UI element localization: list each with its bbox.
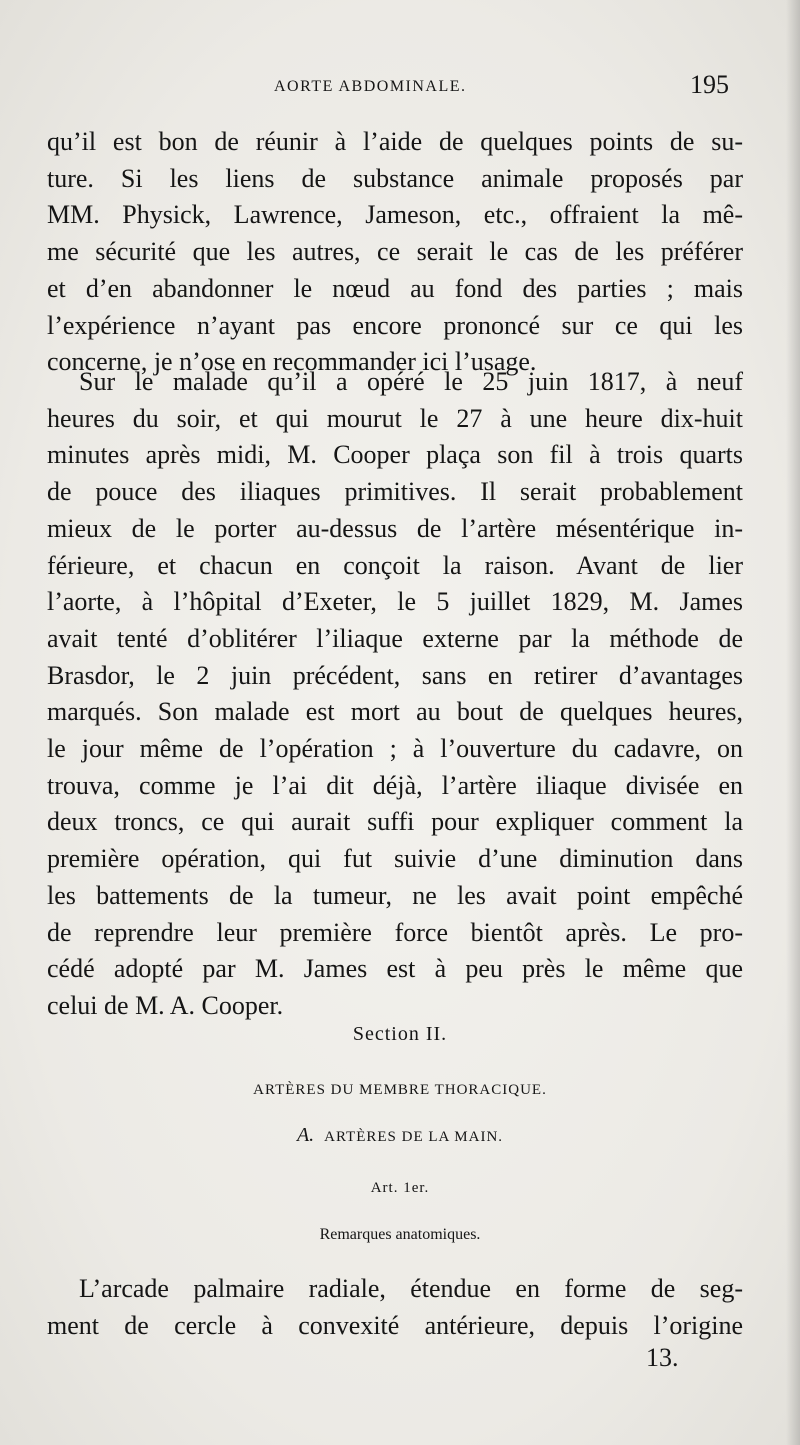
subsection-title: ARTÈRES DE LA MAIN. <box>324 1129 504 1145</box>
paragraph-3 <box>47 1271 743 1344</box>
text-line: mieux de le porter au-dessus de l’artère mésentérique in- <box>47 513 743 543</box>
subsection-letter: A. <box>296 1124 315 1146</box>
text-line: férieure, et chacun en conçoit la raison. Avant de lier <box>47 550 743 580</box>
text-line: et d’en abandonner le nœud au fond des parties ; mais <box>47 273 743 303</box>
text-line: L’arcade palmaire radiale, étendue en forme de seg- <box>79 1274 743 1303</box>
section-subheading: ARTÈRES DU MEMBRE THORACIQUE. <box>253 1082 547 1098</box>
text-line: l’expérience n’ayant pas encore prononcé sur ce qui les <box>47 310 743 340</box>
text-line: de pouce des iliaques primitives. Il serait probablement <box>47 477 743 507</box>
text-line: ment de cercle à convexité antérieure, depuis l’origine <box>47 1310 743 1340</box>
text-line: Brasdor, le 2 juin précédent, sans en retirer d’avantages <box>47 660 743 690</box>
text-line: ture. Si les liens de substance animale proposés par <box>47 163 743 193</box>
text-line: le jour même de l’opération ; à l’ouverture du cadavre, on <box>47 734 743 764</box>
text-line: qu’il est bon de réunir à l’aide de quelques points de su- <box>47 127 743 156</box>
paragraph-1 <box>47 124 743 381</box>
signature-mark: 13. <box>646 1343 679 1372</box>
section-heading: Section II. <box>352 1023 448 1045</box>
text-line: minutes après midi, M. Cooper plaça son fil à trois quarts <box>47 440 743 470</box>
text-line: trouva, comme je l’ai dit déjà, l’artère iliaque divisée en <box>47 770 743 800</box>
text-line: de reprendre leur première force bientôt après. Le pro- <box>47 917 743 947</box>
text-line: première opération, qui fut suivie d’une diminution dans <box>47 844 743 874</box>
text-line: me sécurité que les autres, ce serait le cas de les préférer <box>47 237 743 267</box>
running-title: AORTE ABDOMINALE. <box>274 78 467 95</box>
running-head <box>0 70 800 108</box>
paragraph-2 <box>47 364 743 1025</box>
text-line: MM. Physick, Lawrence, Jameson, etc., offraient la mê- <box>47 200 743 230</box>
text-line: celui de M. A. Cooper. <box>47 990 284 1020</box>
text-line: marqués. Son malade est mort au bout de quelques heures, <box>47 697 743 727</box>
text-line: avait tenté d’oblitérer l’iliaque externe par la méthode de <box>47 623 743 653</box>
text-line: heures du soir, et qui mourut le 27 à une heure dix-huit <box>47 403 743 433</box>
text-line: deux troncs, ce qui aurait suffi pour expliquer comment la <box>47 807 743 837</box>
text-line: Sur le malade qu’il a opéré le 25 juin 1817, à neuf <box>79 367 743 396</box>
text-line: concerne, je n’ose en recommander ici l’usage. <box>47 347 537 377</box>
remarks-title: Remarques anatomiques. <box>319 1226 481 1243</box>
page-number: 195 <box>690 70 729 99</box>
article-label: Art. 1er. <box>370 1180 430 1196</box>
text-line: les battements de la tumeur, ne les avait point empêché <box>47 880 743 910</box>
text-line: cédé adopté par M. James est à peu près le même que <box>47 954 743 984</box>
subsection-heading <box>0 1124 800 1147</box>
text-line: l’aorte, à l’hôpital d’Exeter, le 5 juillet 1829, M. James <box>47 587 743 617</box>
